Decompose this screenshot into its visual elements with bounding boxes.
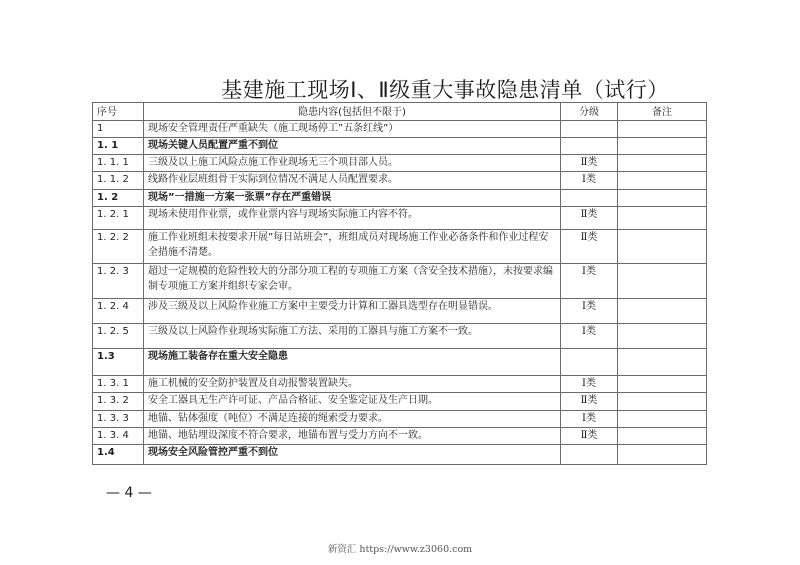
table-row bbox=[93, 121, 707, 138]
header-remark: 备注 bbox=[618, 103, 707, 121]
row-grade bbox=[561, 349, 618, 376]
row-grade: Ⅱ类 bbox=[561, 207, 618, 230]
row-seq: 1. 3. 4 bbox=[93, 428, 144, 445]
row-remark bbox=[618, 376, 707, 393]
row-remark bbox=[618, 299, 707, 324]
row-remark bbox=[618, 324, 707, 349]
row-remark bbox=[618, 411, 707, 428]
row-seq: 1. 1. 2 bbox=[93, 172, 144, 190]
row-seq: 1. 2. 4 bbox=[93, 299, 144, 324]
row-content: 现场未使用作业票，或作业票内容与现场实际施工内容不符。 bbox=[144, 207, 561, 230]
row-remark bbox=[618, 138, 707, 155]
table-row bbox=[93, 445, 707, 465]
row-remark bbox=[618, 121, 707, 138]
table-header-row bbox=[93, 103, 707, 121]
row-grade: Ⅱ类 bbox=[561, 230, 618, 264]
row-remark bbox=[618, 172, 707, 190]
row-content: 地锚、钻体强度（吨位）不满足连接的绳索受力要求。 bbox=[144, 411, 561, 428]
table-row bbox=[93, 155, 707, 172]
row-remark bbox=[618, 264, 707, 299]
table-row bbox=[93, 376, 707, 393]
row-content: 三级及以上施工风险点施工作业现场无三个项目部人员。 bbox=[144, 155, 561, 172]
table-body bbox=[93, 121, 707, 465]
table-row bbox=[93, 264, 707, 299]
row-seq: 1. 1. 1 bbox=[93, 155, 144, 172]
row-content: 现场施工装备存在重大安全隐患 bbox=[144, 349, 561, 376]
row-seq: 1. 3. 1 bbox=[93, 376, 144, 393]
row-grade: Ⅱ类 bbox=[561, 428, 618, 445]
table-row bbox=[93, 299, 707, 324]
row-seq: 1. 3. 3 bbox=[93, 411, 144, 428]
row-content: 现场安全风险管控严重不到位 bbox=[144, 445, 561, 465]
row-remark bbox=[618, 207, 707, 230]
row-seq: 1. 3. 2 bbox=[93, 393, 144, 411]
row-seq: 1. 2. 2 bbox=[93, 230, 144, 264]
row-grade bbox=[561, 138, 618, 155]
header-seq: 序号 bbox=[93, 103, 144, 121]
row-seq: 1 bbox=[93, 121, 144, 138]
table-row bbox=[93, 324, 707, 349]
row-remark bbox=[618, 445, 707, 465]
row-remark bbox=[618, 428, 707, 445]
table-row bbox=[93, 349, 707, 376]
row-grade bbox=[561, 445, 618, 465]
table-row bbox=[93, 230, 707, 264]
row-seq: 1. 2. 3 bbox=[93, 264, 144, 299]
row-seq: 1. 2. 5 bbox=[93, 324, 144, 349]
document-title: 基建施工现场Ⅰ、Ⅱ级重大事故隐患清单（试行） bbox=[221, 78, 669, 102]
row-content: 现场关键人员配置严重不到位 bbox=[144, 138, 561, 155]
row-seq: 1.3 bbox=[93, 349, 144, 376]
table-row bbox=[93, 190, 707, 207]
row-content: 施工机械的安全防护装置及自动报警装置缺失。 bbox=[144, 376, 561, 393]
row-grade: Ⅰ类 bbox=[561, 172, 618, 190]
row-content: 三级及以上风险作业现场实际施工方法、采用的工器具与施工方案不一致。 bbox=[144, 324, 561, 349]
table-row bbox=[93, 207, 707, 230]
row-grade: Ⅰ类 bbox=[561, 411, 618, 428]
row-grade: Ⅰ类 bbox=[561, 376, 618, 393]
row-seq: 1. 2 bbox=[93, 190, 144, 207]
header-grade: 分级 bbox=[561, 103, 618, 121]
row-remark bbox=[618, 230, 707, 264]
row-remark bbox=[618, 349, 707, 376]
page-number: — 4 — bbox=[106, 485, 152, 501]
header-content: 隐患内容(包括但不限于) bbox=[144, 103, 561, 121]
row-grade: Ⅱ类 bbox=[561, 155, 618, 172]
row-remark bbox=[618, 393, 707, 411]
table-row bbox=[93, 172, 707, 190]
hazard-list-table bbox=[92, 102, 707, 465]
row-grade: Ⅰ类 bbox=[561, 264, 618, 299]
table-row bbox=[93, 428, 707, 445]
row-content: 线路作业层班组骨干实际到位情况不满足人员配置要求。 bbox=[144, 172, 561, 190]
row-content: 超过一定规模的危险性较大的分部分项工程的专项施工方案（含安全技术措施），未按要求编制专项施工方案并组织专家会审。 bbox=[144, 264, 561, 299]
row-seq: 1. 2. 1 bbox=[93, 207, 144, 230]
row-content: 施工作业班组未按要求开展”每日站班会”，班组成员对现场施工作业必备条件和作业过程安全措施不清楚。 bbox=[144, 230, 561, 264]
watermark: 新资汇 https://www.z3060.com bbox=[327, 544, 473, 555]
table-row bbox=[93, 411, 707, 428]
row-remark bbox=[618, 155, 707, 172]
row-grade bbox=[561, 121, 618, 138]
row-content: 安全工器具无生产许可证、产品合格证、安全鉴定证及生产日期。 bbox=[144, 393, 561, 411]
row-remark bbox=[618, 190, 707, 207]
table-row bbox=[93, 138, 707, 155]
row-grade: Ⅰ类 bbox=[561, 299, 618, 324]
table-row bbox=[93, 393, 707, 411]
row-grade: Ⅱ类 bbox=[561, 393, 618, 411]
row-content: 涉及三级及以上风险作业施工方案中主要受力计算和工器具选型存在明显错误。 bbox=[144, 299, 561, 324]
row-content: 地锚、地钻埋设深度不符合要求，地锚布置与受力方向不一致。 bbox=[144, 428, 561, 445]
row-content: 现场安全管理责任严重缺失（施工现场停工”五条红线”） bbox=[144, 121, 561, 138]
row-seq: 1.4 bbox=[93, 445, 144, 465]
row-seq: 1. 1 bbox=[93, 138, 144, 155]
row-content: 现场”一措施一方案一张票”存在严重错误 bbox=[144, 190, 561, 207]
row-grade: Ⅰ类 bbox=[561, 324, 618, 349]
row-grade bbox=[561, 190, 618, 207]
